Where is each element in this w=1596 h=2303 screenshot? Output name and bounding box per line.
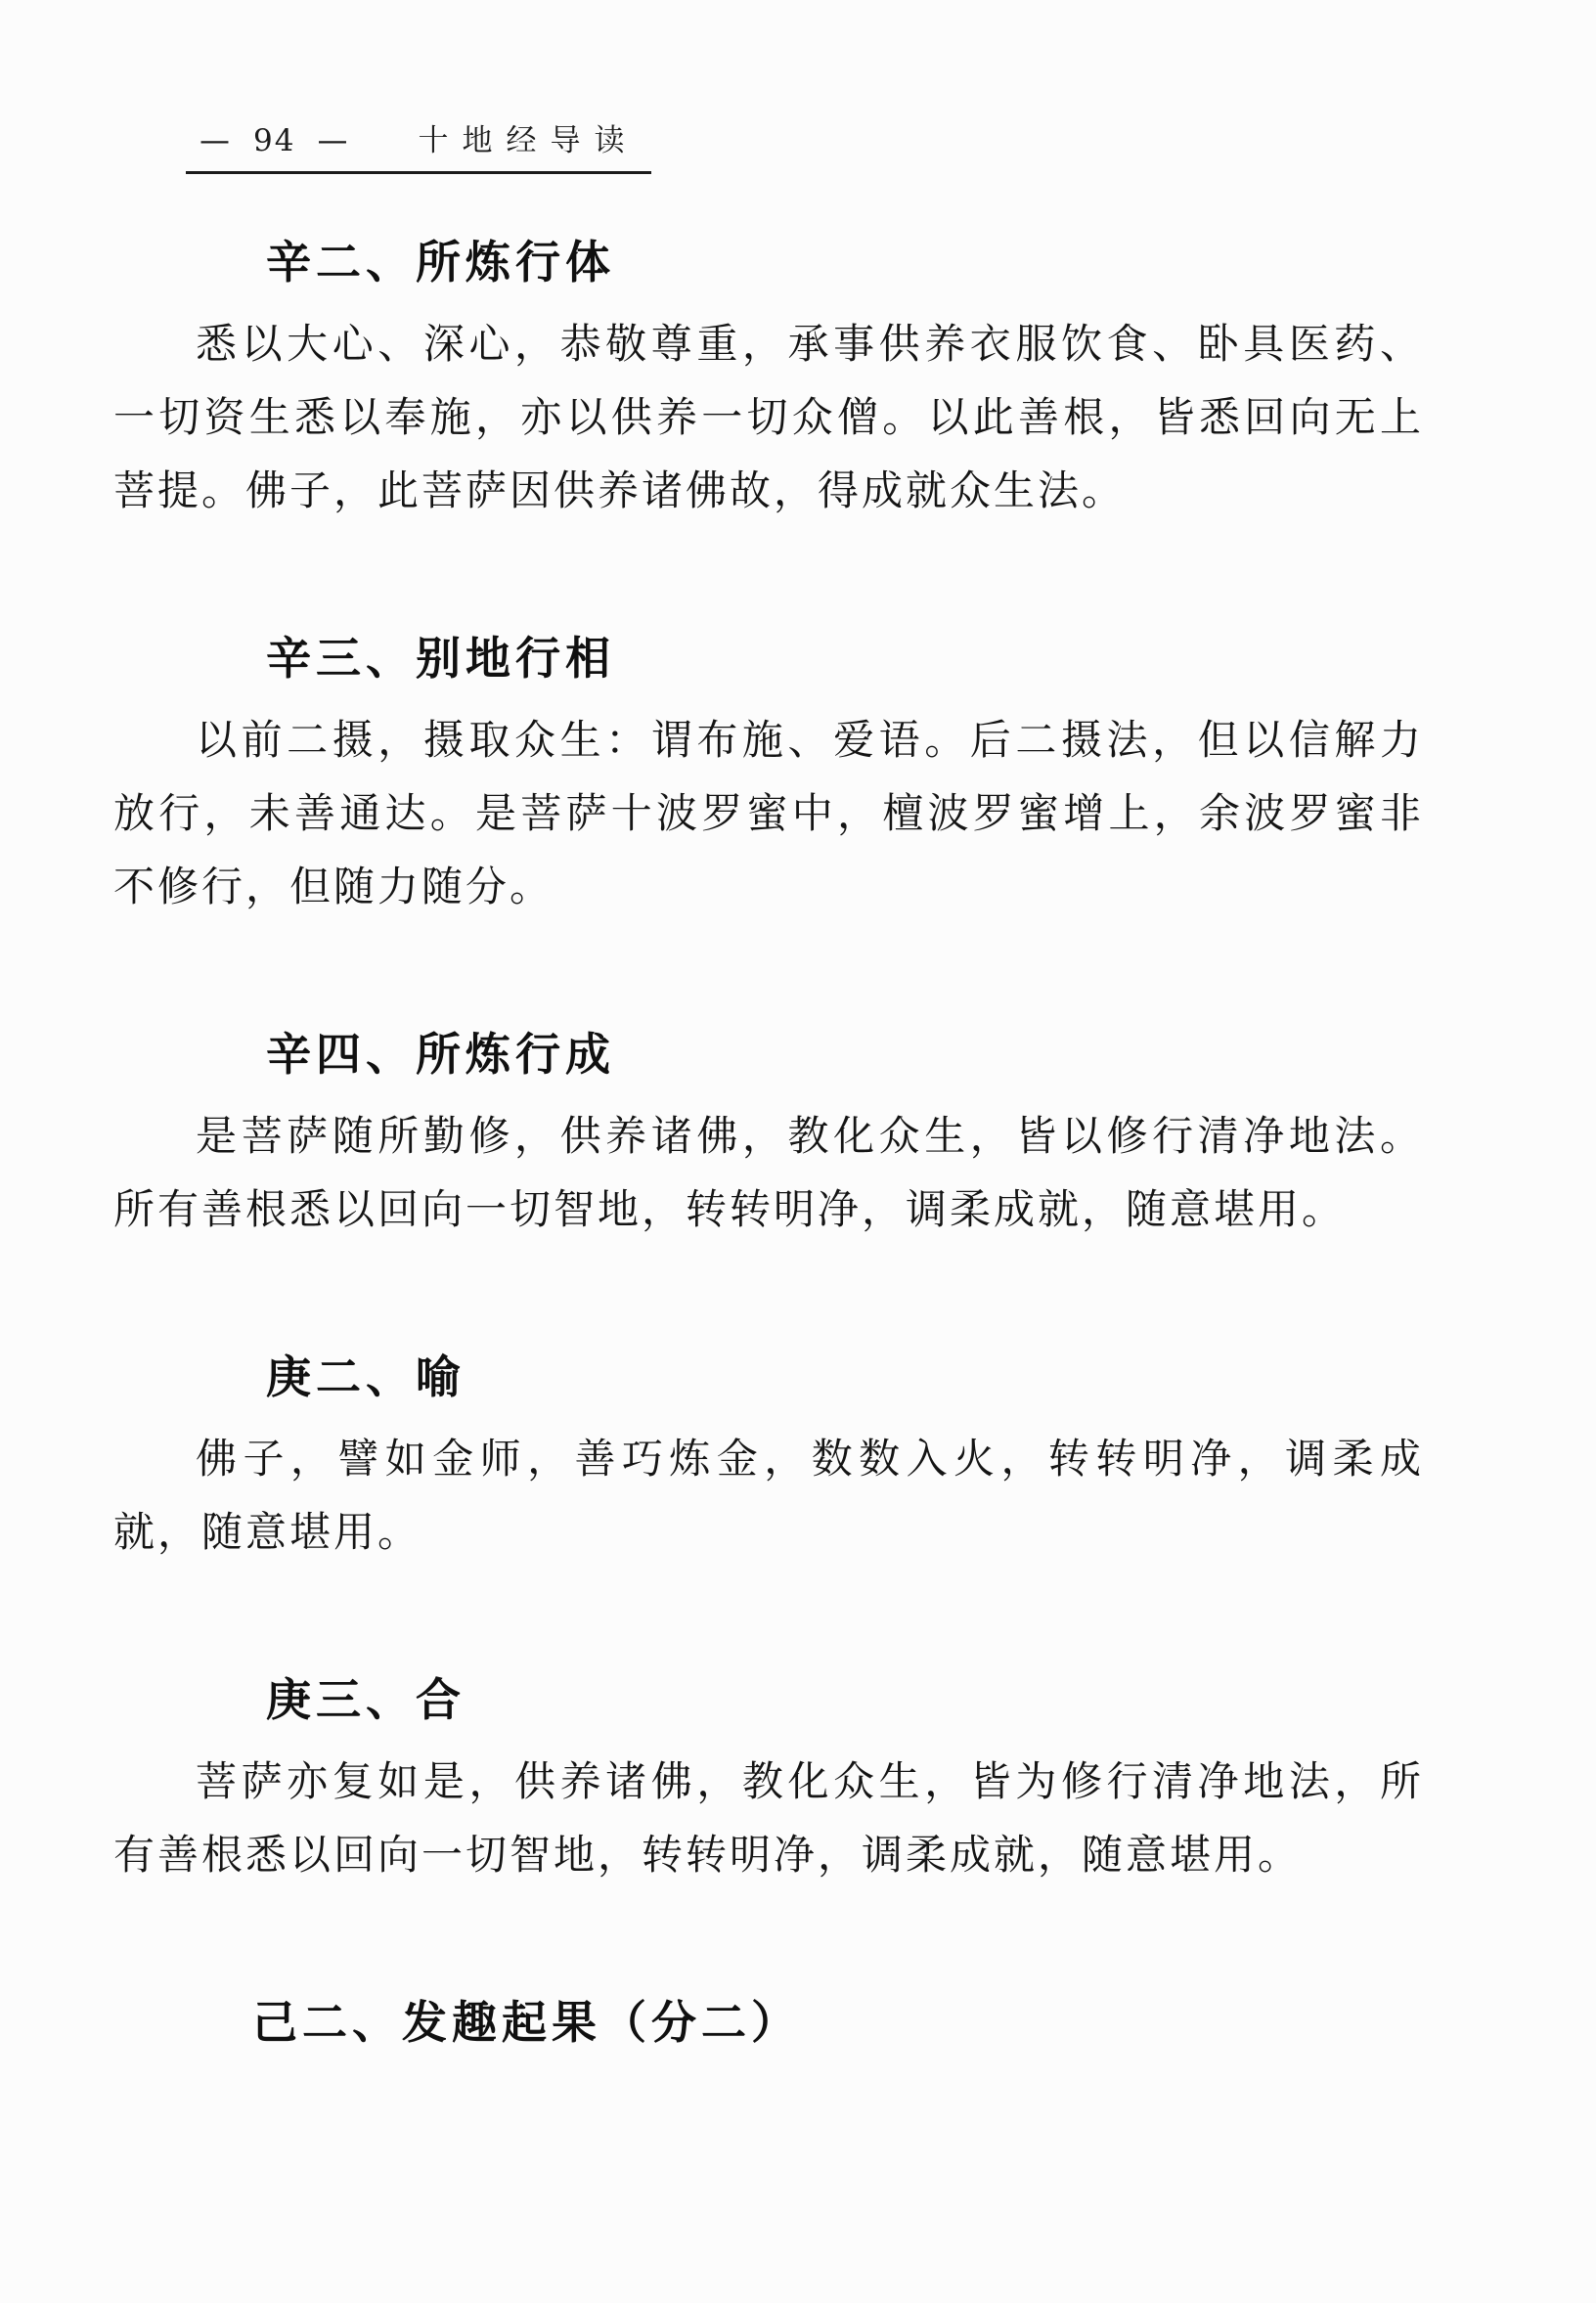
section-paragraph: 以前二摄，摄取众生：谓布施、爱语。后二摄法，但以信解力放行，未善通达。是菩萨十波罗蜜中，檀波罗蜜增上，余波罗蜜非不修行，但随力随分。	[113, 716, 1424, 910]
section-xin3	[113, 629, 1424, 923]
section-ji2	[113, 1993, 1424, 2052]
section-heading: 己二、发趣起果（分二）	[252, 1996, 801, 2049]
section-paragraph: 菩萨亦复如是，供养诸佛，教化众生，皆为修行清净地法，所有善根悉以回向一切智地，转转明净，调柔成就，随意堪用。	[113, 1757, 1424, 1879]
section-xin2	[113, 233, 1424, 527]
header-dash-right: —	[317, 123, 350, 158]
section-heading: 辛四、所炼行成	[266, 1028, 615, 1081]
book-title: 十地经导读	[418, 123, 639, 158]
section-heading: 庚三、合	[266, 1673, 466, 1726]
page-number: 94	[253, 123, 296, 158]
section-paragraph: 佛子，譬如金师，善巧炼金，数数入火，转转明净，调柔成就，随意堪用。	[113, 1435, 1424, 1556]
section-paragraph: 是菩萨随所勤修，供养诸佛，教化众生，皆以修行清净地法。所有善根悉以回向一切智地，转转明净，调柔成就，随意堪用。	[113, 1112, 1424, 1233]
section-paragraph: 悉以大心、深心，恭敬尊重，承事供养衣服饮食、卧具医药、一切资生悉以奉施，亦以供养一切众僧。以此善根，皆悉回向无上菩提。佛子，此菩萨因供养诸佛故，得成就众生法。	[113, 320, 1424, 514]
section-heading: 辛三、别地行相	[266, 632, 615, 685]
page-content	[113, 233, 1424, 2052]
section-geng3	[113, 1670, 1424, 1891]
section-xin4	[113, 1025, 1424, 1246]
section-geng2	[113, 1348, 1424, 1569]
section-heading: 庚二、喻	[266, 1351, 466, 1403]
section-heading: 辛二、所炼行体	[266, 236, 615, 288]
header-dash-left: —	[200, 123, 232, 158]
running-header	[186, 115, 651, 174]
